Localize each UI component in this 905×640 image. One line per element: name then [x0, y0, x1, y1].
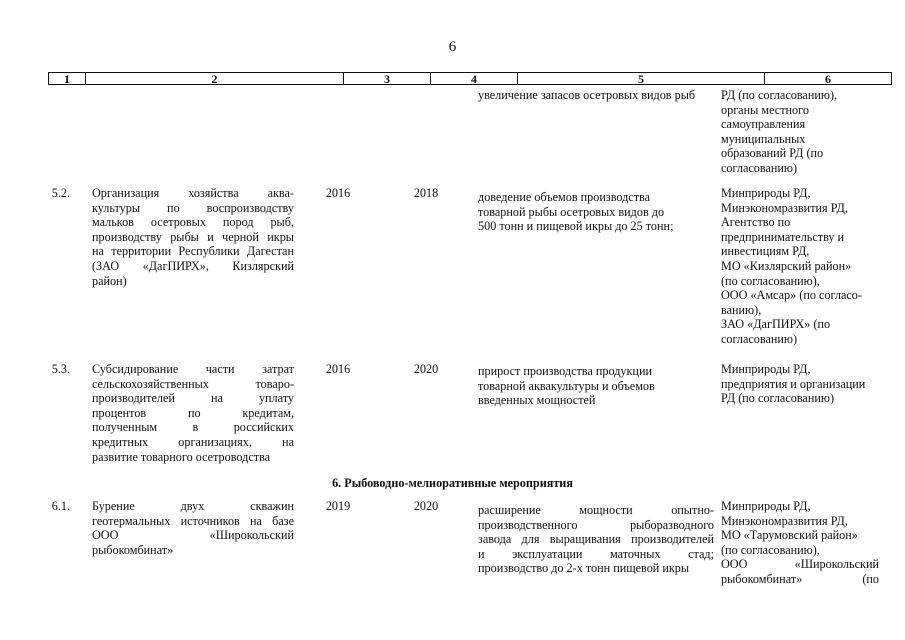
executor-line: ЗАО «ДагПИРХ» (по	[721, 317, 831, 332]
description-line: на территории Республики Дагестан	[92, 244, 294, 259]
executor-line: МО «Кизлярский район»	[721, 258, 852, 273]
executor-line: согласованию)	[721, 331, 798, 346]
executors	[721, 362, 887, 406]
description-line: Бурение двух скважин	[92, 499, 294, 513]
executor-line: РД (по согласованию),	[721, 88, 838, 102]
header-col-3: 3	[344, 73, 431, 84]
page-number: 6	[448, 39, 457, 55]
description-line: кредитных организациях, на	[92, 434, 294, 449]
expected-result	[478, 503, 714, 576]
description-line: производителей на уплату	[92, 391, 294, 406]
result-line: расширение мощности опытно-	[478, 503, 714, 517]
description-line: Организация хозяйства аква-	[92, 186, 294, 200]
measure-description	[92, 362, 294, 464]
executor-line: Минприроды РД,	[721, 362, 811, 376]
continued-executors	[721, 88, 887, 176]
table-header	[48, 72, 892, 85]
executor-line: Минэкономразвития РД,	[721, 200, 848, 215]
header-col-2: 2	[86, 73, 344, 84]
description-line: мальков осетровых пород рыб,	[92, 215, 294, 230]
measure-description	[92, 186, 294, 288]
description-line: полученным в российских	[92, 420, 294, 435]
section-title: 6. Рыбоводно-мелиоративные мероприятия	[332, 476, 573, 490]
end-year: 2020	[413, 499, 439, 513]
description-line: геотермальных источников на базе	[92, 513, 294, 528]
row-number: 6.1.	[51, 499, 70, 513]
description-line: (ЗАО «ДагПИРХ», Кизлярский	[92, 258, 294, 273]
executor-line: предпринимательству и	[721, 229, 845, 244]
continued-result-line: увеличение запасов осетровых видов рыб	[478, 88, 696, 102]
executor-line: образований РД (по	[721, 146, 824, 161]
start-year: 2019	[325, 499, 351, 513]
executors	[721, 499, 879, 587]
start-year: 2016	[325, 186, 351, 200]
executor-line: ООО «Амсар» (по согласо-	[721, 288, 862, 303]
executor-line: согласованию)	[721, 160, 798, 175]
end-year: 2018	[413, 186, 439, 200]
description-line: процентов по кредитам,	[92, 405, 294, 420]
header-col-5: 5	[518, 73, 765, 84]
result-line: завода для выращивания производителей	[478, 532, 714, 547]
description-line: сельскохозяйственных товаро-	[92, 376, 294, 391]
executor-line: органы местного	[721, 102, 809, 117]
executor-line: (по согласованию),	[721, 542, 820, 557]
result-line: товарной аквакультуры и объемов	[478, 378, 655, 393]
description-line: район)	[92, 273, 127, 288]
description-line: производству рыбы и черной икры	[92, 229, 294, 244]
executor-line: РД (по согласованию)	[721, 391, 835, 406]
description-line: рыбокомбинат»	[92, 542, 174, 557]
start-year: 2016	[325, 362, 351, 376]
result-line: и эксплуатации маточных стад;	[478, 546, 714, 561]
executor-line: (по согласованию),	[721, 273, 820, 288]
executor-line: предприятия и организации	[721, 376, 866, 391]
result-line: производственного рыборазводного	[478, 517, 714, 532]
result-line: 500 тонн и пищевой икры до 25 тонн;	[478, 219, 674, 234]
row-number: 5.2.	[51, 186, 70, 200]
header-col-4: 4	[431, 73, 518, 84]
expected-result	[478, 364, 714, 408]
result-line: прирост производства продукции	[478, 364, 652, 378]
executor-line: инвестициям РД,	[721, 244, 810, 259]
executors	[721, 186, 887, 347]
result-line: доведение объемов производства	[478, 190, 651, 204]
executor-line: МО «Тарумовский район»	[721, 528, 858, 543]
result-line: введенных мощностей	[478, 393, 596, 408]
executor-line: Минприроды РД,	[721, 499, 811, 513]
description-line: развитие товарного осетроводства	[92, 449, 271, 464]
executor-line: ООО «Широкольский	[721, 557, 879, 572]
expected-result	[478, 190, 714, 234]
executor-line: рыбокомбинат» (по	[721, 571, 879, 586]
description-line: ООО «Широкольский	[92, 528, 294, 543]
continued-result	[478, 88, 714, 103]
description-line: Субсидирование части затрат	[92, 362, 294, 376]
executor-line: Агентство по	[721, 215, 791, 230]
executor-line: Минприроды РД,	[721, 186, 811, 200]
executor-line: муниципальных	[721, 131, 806, 146]
header-col-1: 1	[49, 73, 86, 84]
row-number: 5.3.	[51, 362, 70, 376]
executor-line: ванию),	[721, 302, 762, 317]
description-line: культуры по воспроизводству	[92, 200, 294, 215]
header-col-6: 6	[825, 72, 831, 86]
result-line: товарной рыбы осетровых видов до	[478, 204, 665, 219]
result-line: производство до 2-х тонн пищевой икры	[478, 561, 690, 576]
executor-line: самоуправления	[721, 117, 806, 132]
measure-description	[92, 499, 294, 557]
executor-line: Минэкономразвития РД,	[721, 513, 848, 528]
end-year: 2020	[413, 362, 439, 376]
